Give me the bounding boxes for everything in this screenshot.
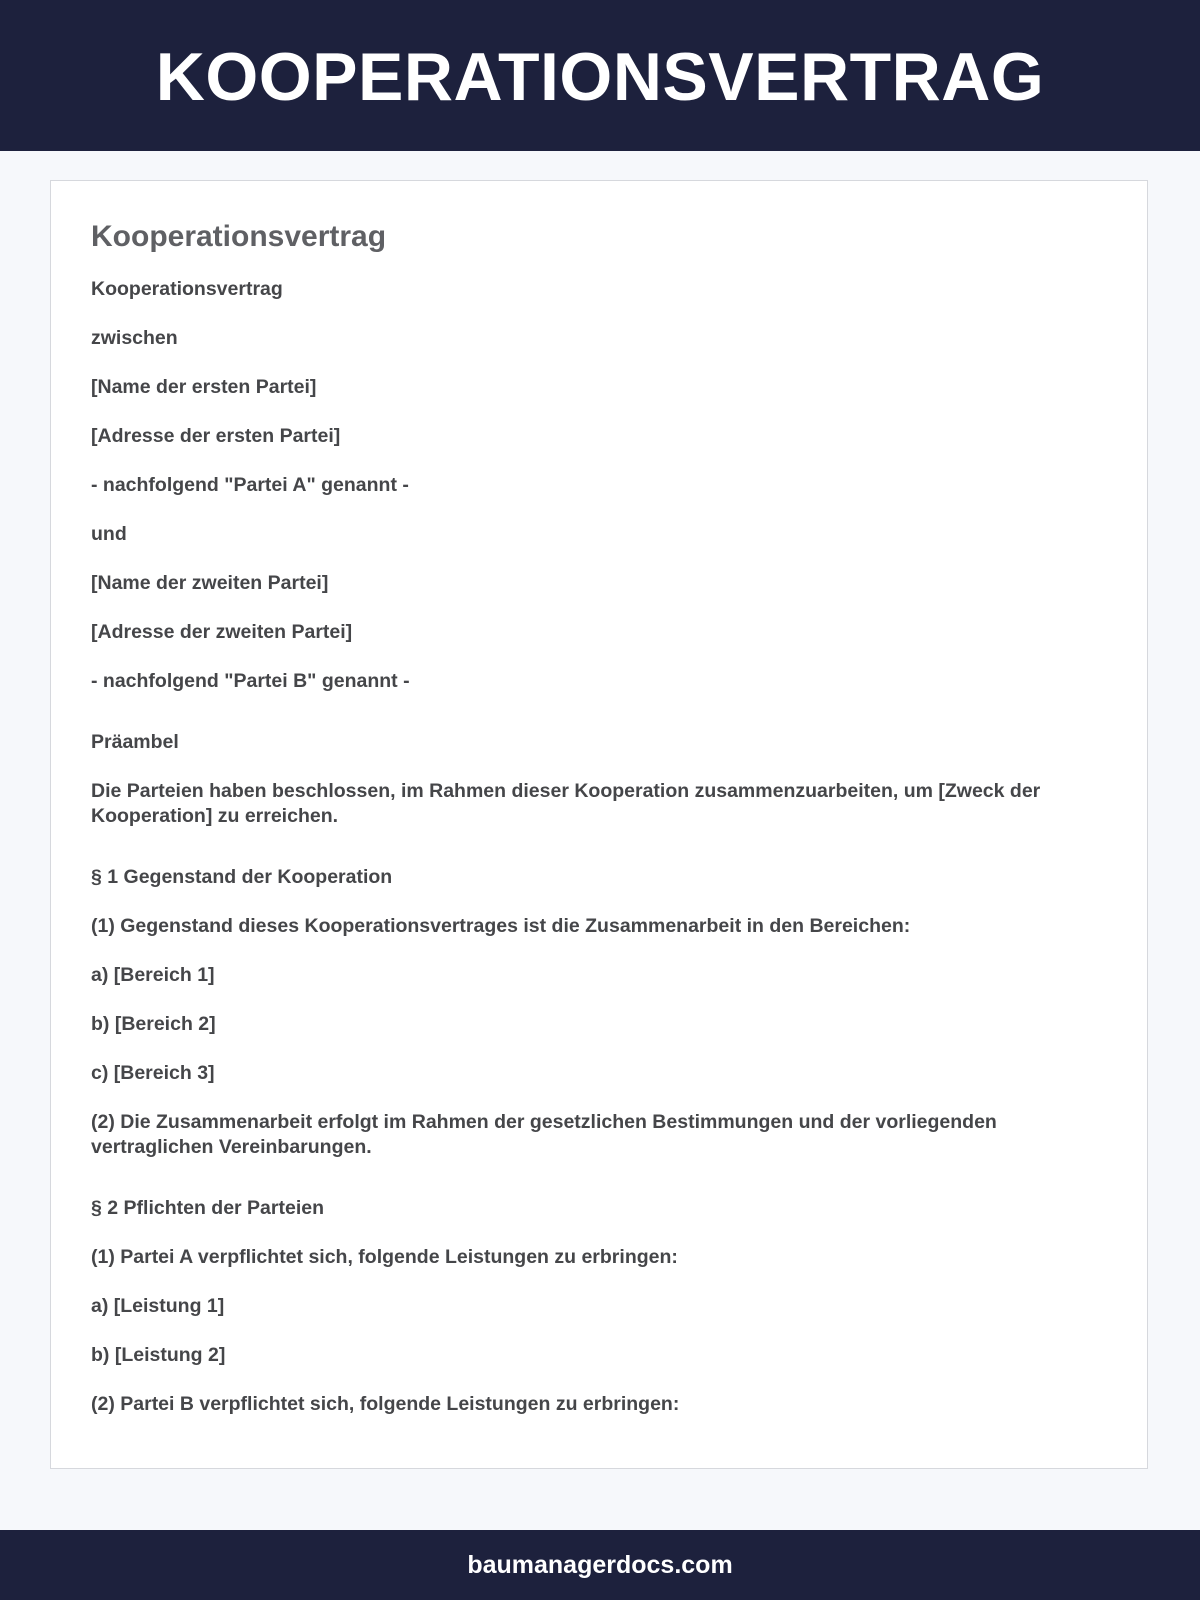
document-line: zwischen bbox=[91, 327, 178, 349]
document-line: (1) Gegenstand dieses Kooperationsvertrages ist die Zusammenarbeit in den Bereichen: bbox=[91, 915, 911, 937]
document-line: - nachfolgend "Partei A" genannt - bbox=[91, 474, 409, 496]
document-line: Kooperationsvertrag bbox=[91, 278, 283, 300]
list-item: b) [Leistung 2] bbox=[91, 1344, 226, 1366]
page-title: KOOPERATIONSVERTRAG bbox=[155, 38, 1045, 115]
list-item: a) [Leistung 1] bbox=[91, 1295, 225, 1317]
document-line: (2) Partei B verpflichtet sich, folgende Leistungen zu erbringen: bbox=[91, 1393, 680, 1415]
document-line: und bbox=[91, 523, 127, 545]
footer-banner bbox=[0, 1530, 1200, 1600]
document-line: (1) Partei A verpflichtet sich, folgende Leistungen zu erbringen: bbox=[91, 1246, 678, 1268]
document-line: [Name der ersten Partei] bbox=[91, 376, 317, 398]
list-item: a) [Bereich 1] bbox=[91, 964, 215, 986]
footer-site-link[interactable]: baumanagerdocs.com bbox=[467, 1550, 733, 1579]
document-paragraph: (2) Die Zusammenarbeit erfolgt im Rahmen der gesetzlichen Bestimmungen und der vorliegenden vertraglichen Vereinbarungen. bbox=[91, 1111, 997, 1158]
document-line: - nachfolgend "Partei B" genannt - bbox=[91, 670, 410, 692]
header-banner bbox=[0, 0, 1200, 151]
section-heading-1: § 1 Gegenstand der Kooperation bbox=[91, 866, 393, 888]
document-line: [Name der zweiten Partei] bbox=[91, 572, 329, 594]
section-heading-preamble: Präambel bbox=[91, 731, 179, 753]
document-heading: Kooperationsvertrag bbox=[91, 220, 387, 253]
document-line: [Adresse der ersten Partei] bbox=[91, 425, 341, 447]
document-line: [Adresse der zweiten Partei] bbox=[91, 621, 353, 643]
document-card bbox=[50, 180, 1148, 1469]
section-heading-2: § 2 Pflichten der Parteien bbox=[91, 1197, 325, 1219]
document-paragraph: Die Parteien haben beschlossen, im Rahmen dieser Kooperation zusammenzuarbeiten, um [Zweck der Kooperation] zu erreichen. bbox=[91, 780, 1041, 827]
list-item: c) [Bereich 3] bbox=[91, 1062, 215, 1084]
list-item: b) [Bereich 2] bbox=[91, 1013, 216, 1035]
